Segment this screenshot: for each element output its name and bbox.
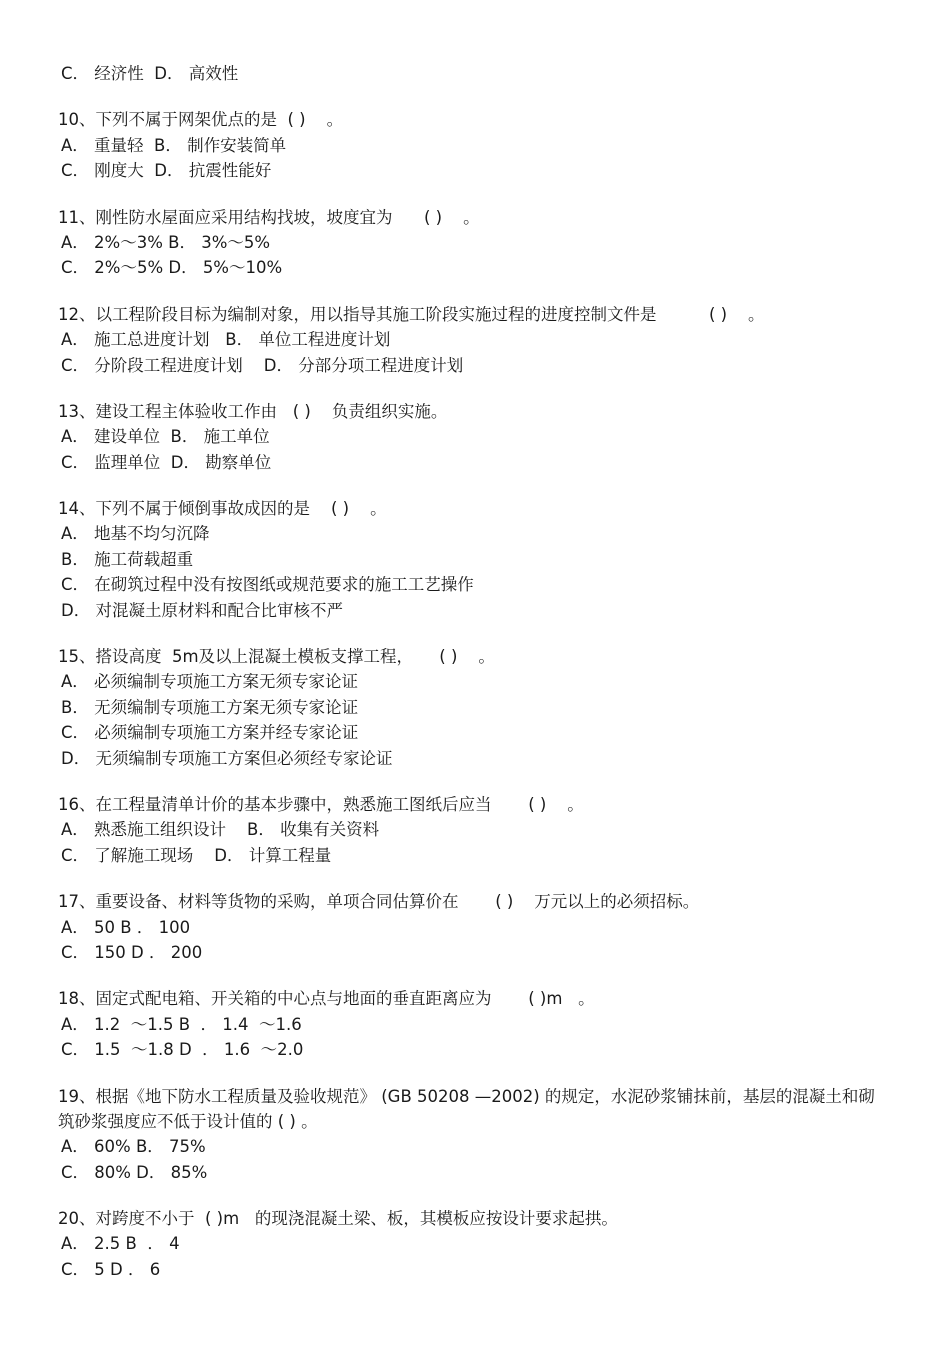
question-15 bbox=[58, 644, 890, 771]
question-stem: 18、固定式配电箱、开关箱的中心点与地面的垂直距离应为 ( )m 。 bbox=[58, 989, 595, 1009]
answer-option: D． 对混凝土原材料和配合比审核不严 bbox=[61, 600, 343, 620]
answer-option: A． 建设单位 B． 施工单位 bbox=[61, 427, 270, 447]
answer-option: C． 在砌筑过程中没有按图纸或规范要求的施工工艺操作 bbox=[61, 575, 474, 595]
answer-option: C． 分阶段工程进度计划 D． 分部分项工程进度计划 bbox=[61, 355, 464, 375]
answer-option: B． 施工荷载超重 bbox=[61, 549, 194, 569]
answer-option: C． 必须编制专项施工方案并经专家论证 bbox=[61, 723, 359, 743]
answer-option: C． 1.5 ～1.8 D ． 1.6 ～2.0 bbox=[61, 1040, 304, 1060]
question-stem: 13、建设工程主体验收工作由 ( ) 负责组织实施。 bbox=[58, 401, 448, 421]
question-stem: 16、在工程量清单计价的基本步骤中，熟悉施工图纸后应当 ( ) 。 bbox=[58, 794, 584, 814]
answer-option: A． 2%～3% B． 3%～5% bbox=[61, 232, 271, 252]
question-19 bbox=[58, 1084, 890, 1186]
answer-option: C． 5 D ． 6 bbox=[61, 1259, 161, 1279]
answer-option: C． 经济性 D． 高效性 bbox=[61, 64, 239, 83]
lead-options bbox=[58, 61, 890, 86]
answer-option: A． 地基不均匀沉降 bbox=[61, 524, 210, 544]
question-stem: 20、对跨度不小于 ( )m 的现浇混凝土梁、板，其模板应按设计要求起拱。 bbox=[58, 1209, 618, 1229]
question-stem: 12、以工程阶段目标为编制对象，用以指导其施工阶段实施过程的进度控制文件是 ( ) 。 bbox=[58, 304, 765, 324]
question-stem: 11、刚性防水屋面应采用结构找坡，坡度宜为 ( ) 。 bbox=[58, 207, 480, 227]
answer-option: C． 80% D． 85% bbox=[61, 1162, 208, 1182]
answer-option: A． 重量轻 B． 制作安装简单 bbox=[61, 135, 287, 155]
question-20 bbox=[58, 1206, 890, 1282]
answer-option: C． 2%～5% D． 5%～10% bbox=[61, 258, 283, 278]
answer-option: A． 50 B ． 100 bbox=[61, 917, 191, 937]
question-17 bbox=[58, 889, 890, 965]
answer-option: A． 施工总进度计划 B． 单位工程进度计划 bbox=[61, 330, 391, 350]
answer-option: A． 2.5 B ． 4 bbox=[61, 1234, 180, 1254]
answer-option: B． 无须编制专项施工方案无须专家论证 bbox=[61, 697, 359, 717]
question-12 bbox=[58, 302, 890, 378]
question-11 bbox=[58, 205, 890, 281]
question-stem: 17、重要设备、材料等货物的采购，单项合同估算价在 ( ) 万元以上的必须招标。 bbox=[58, 892, 700, 912]
question-13 bbox=[58, 399, 890, 475]
answer-option: C． 刚度大 D． 抗震性能好 bbox=[61, 161, 272, 181]
question-stem: 14、下列不属于倾倒事故成因的是 ( ) 。 bbox=[58, 499, 387, 519]
answer-option: A． 60% B． 75% bbox=[61, 1137, 206, 1157]
answer-option: C． 了解施工现场 D． 计算工程量 bbox=[61, 845, 332, 865]
answer-option: C． 监理单位 D． 勘察单位 bbox=[61, 452, 272, 472]
answer-option: D． 无须编制专项施工方案但必须经专家论证 bbox=[61, 748, 393, 768]
question-10 bbox=[58, 107, 890, 183]
answer-option: C． 150 D ． 200 bbox=[61, 942, 203, 962]
question-14 bbox=[58, 496, 890, 623]
question-18 bbox=[58, 986, 890, 1062]
answer-option: A． 1.2 ～1.5 B ． 1.4 ～1.6 bbox=[61, 1014, 302, 1034]
answer-option: A． 熟悉施工组织设计 B． 收集有关资料 bbox=[61, 820, 380, 840]
question-16 bbox=[58, 792, 890, 868]
answer-option: A． 必须编制专项施工方案无须专家论证 bbox=[61, 672, 359, 692]
question-stem: 15、搭设高度 5m及以上混凝土模板支撑工程， ( ) 。 bbox=[58, 647, 495, 667]
question-stem: 10、下列不属于网架优点的是 ( ) 。 bbox=[58, 110, 344, 130]
question-stem: 19、根据《地下防水工程质量及验收规范》 (GB 50208 —2002) 的规定，水泥砂浆铺抹前，基层的混凝土和砌筑砂浆强度应不低于设计值的 ( ) 。 bbox=[58, 1086, 875, 1131]
